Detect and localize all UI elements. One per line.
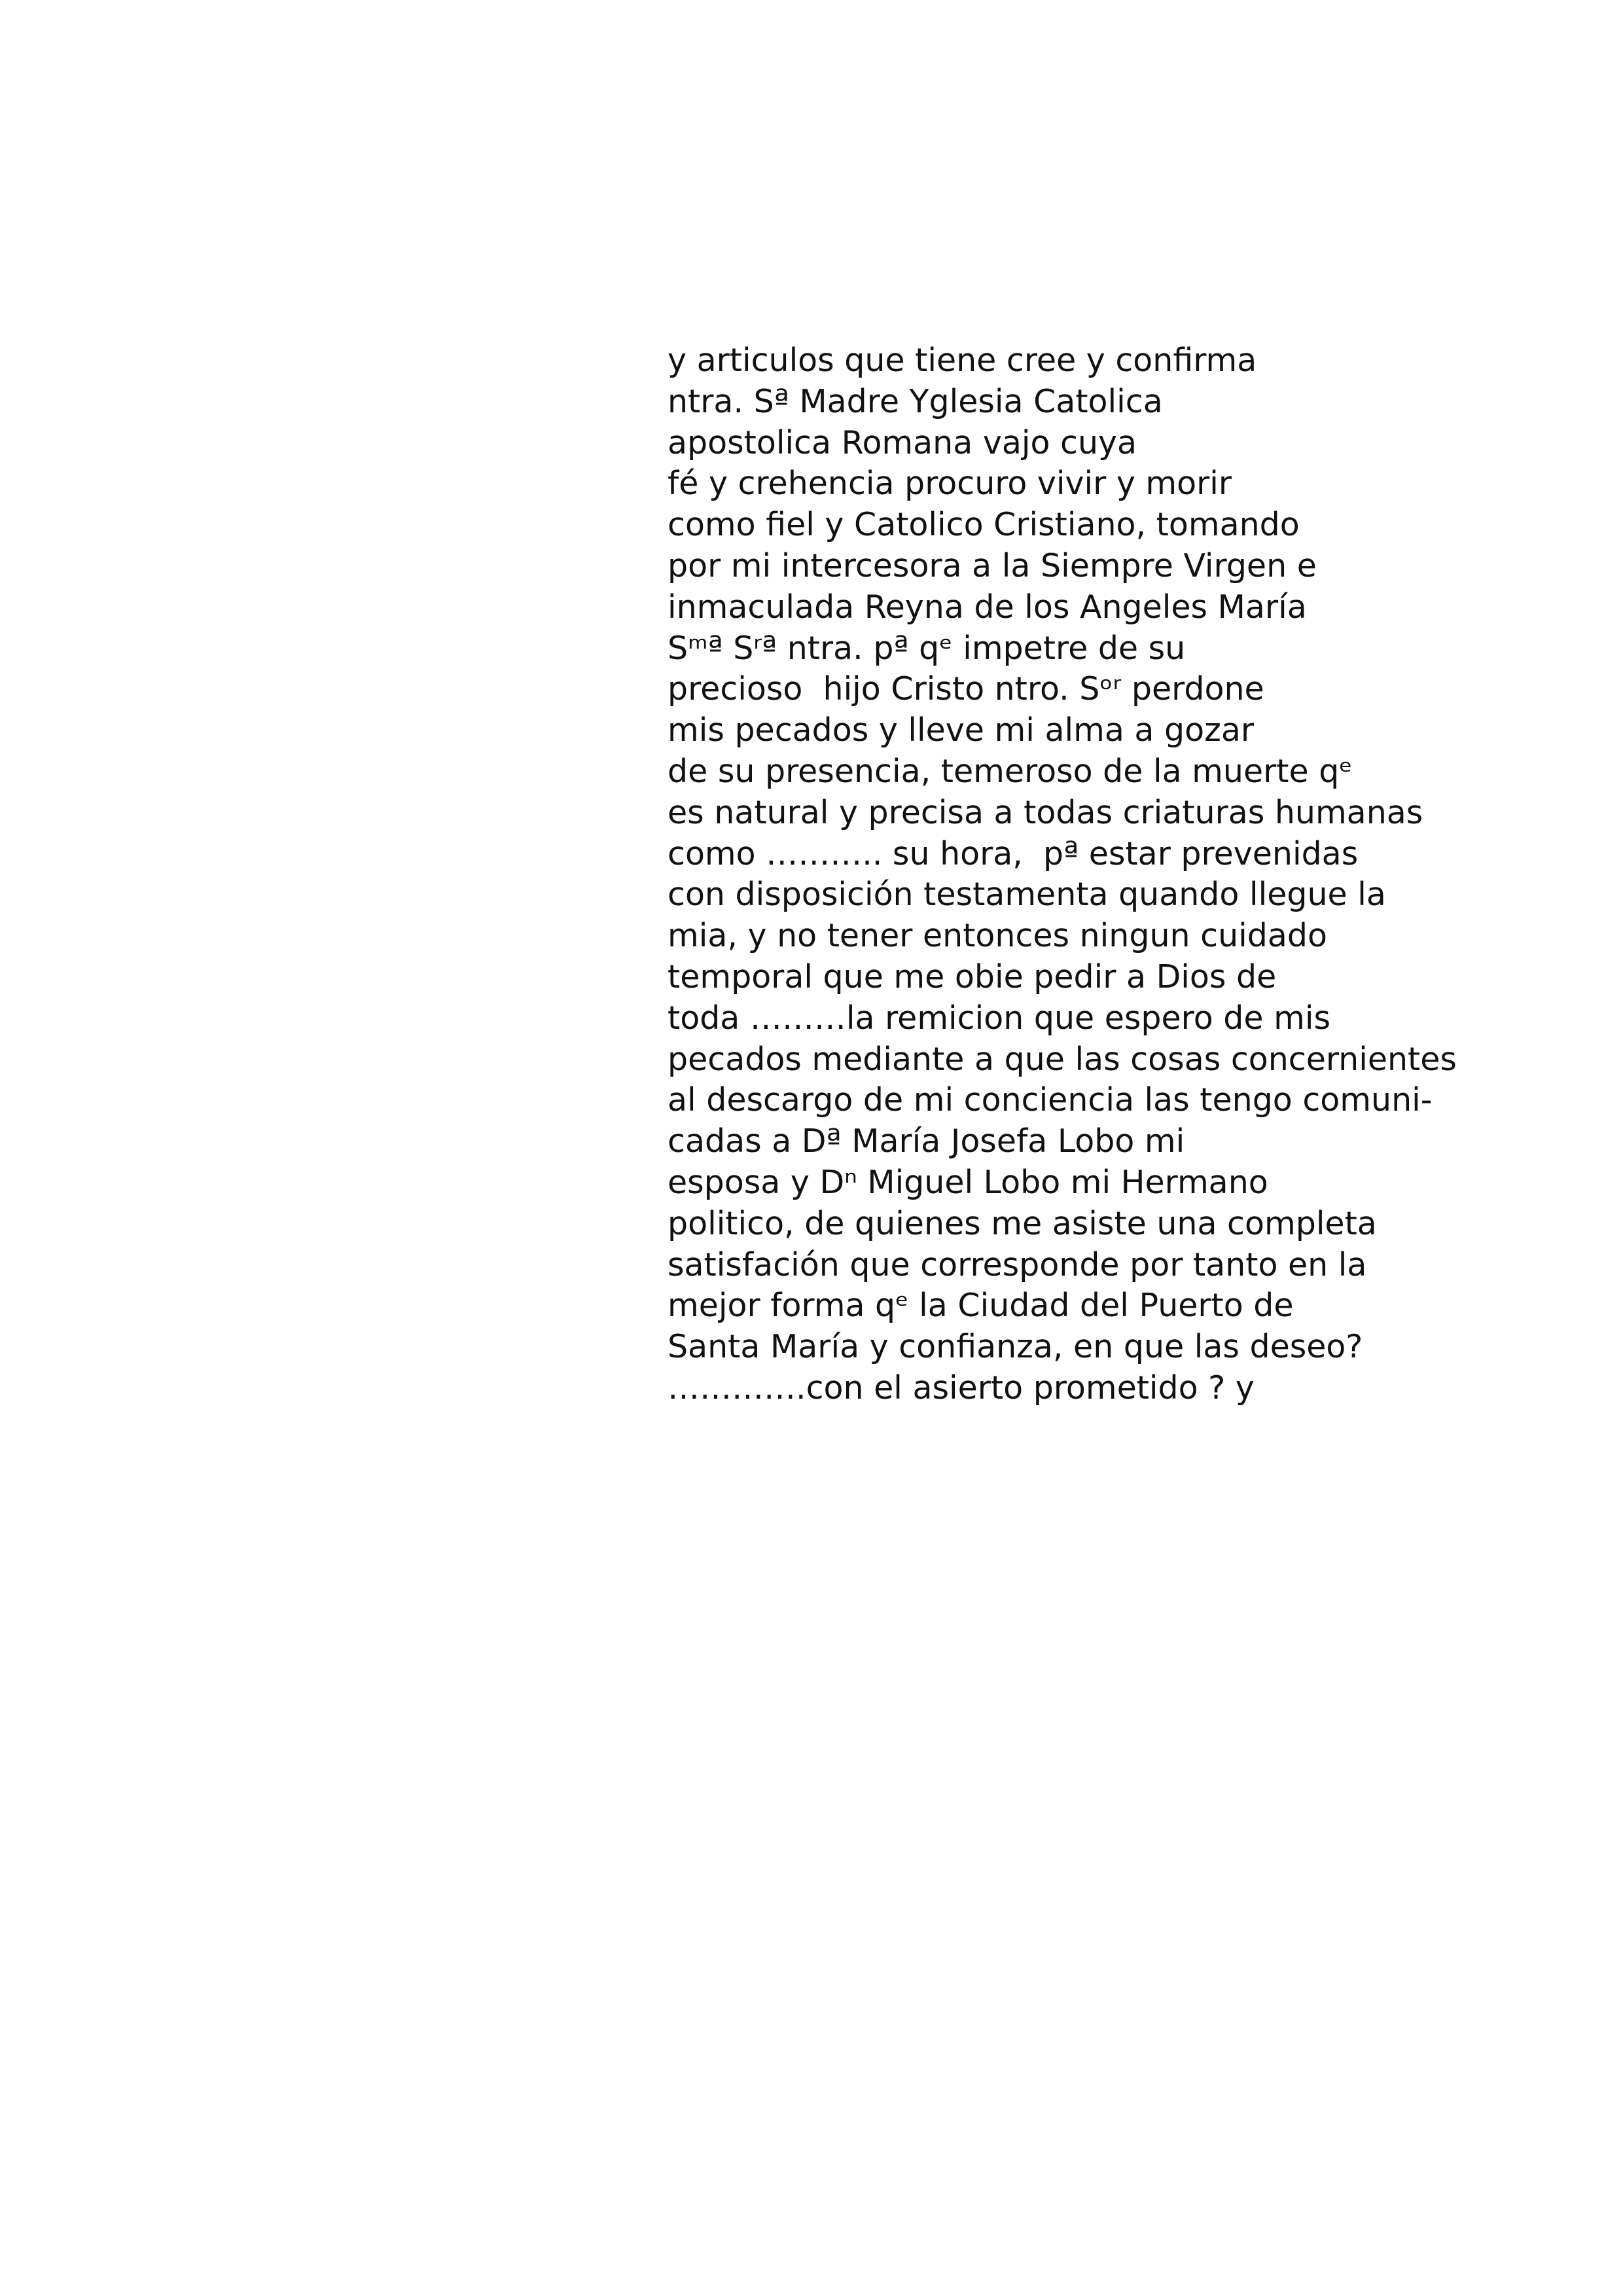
text-line: satisfación que corresponde por tanto en la [668, 1246, 1367, 1283]
text-line: Sᵐª Sʳª ntra. pª qᵉ impetre de su [668, 629, 1186, 667]
text-line: temporal que me obie pedir a Dios de [668, 958, 1277, 996]
text-line: por mi intercesora a la Siempre Virgen e [668, 547, 1317, 584]
text-line: inmaculada Reyna de los Angeles María [668, 588, 1307, 626]
text-line: esposa y Dⁿ Miguel Lobo mi Hermano [668, 1163, 1268, 1201]
text-line: como fiel y Catolico Cristiano, tomando [668, 506, 1300, 544]
text-line: mia, y no tener entonces ningun cuidado [668, 917, 1327, 955]
text-line: apostolica Romana vajo cuya [668, 423, 1137, 461]
transcription-text [668, 340, 1597, 1409]
text-line: Santa María y confianza, en que las deseo? [668, 1328, 1363, 1366]
text-line: de su presencia, temeroso de la muerte qᵉ [668, 752, 1353, 790]
text-line: como ……….. su hora, pª estar prevenidas [668, 834, 1359, 872]
text-line: y articulos que tiene cree y confirma [668, 342, 1257, 379]
text-line: politico, de quienes me asiste una completa [668, 1204, 1377, 1242]
text-line: ntra. Sª Madre Yglesia Catolica [668, 382, 1163, 420]
text-line: cadas a Dª María Josefa Lobo mi [668, 1122, 1185, 1160]
text-line: es natural y precisa a todas criaturas humanas [668, 793, 1423, 831]
text-line: precioso hijo Cristo ntro. Sᵒʳ perdone [668, 670, 1264, 708]
text-line: con disposición testamenta quando llegue la [668, 876, 1386, 914]
text-line: mejor forma qᵉ la Ciudad del Puerto de [668, 1287, 1294, 1325]
text-line: ………….con el asierto prometido ? y [668, 1369, 1255, 1407]
text-line: mis pecados y lleve mi alma a gozar [668, 711, 1254, 749]
text-line: al descargo de mi conciencia las tengo comuni- [668, 1081, 1433, 1119]
text-line: fé y crehencia procuro vivir y morir [668, 465, 1232, 503]
text-line: pecados mediante a que las cosas concernientes [668, 1040, 1457, 1078]
text-line: toda ………la remicion que espero de mis [668, 999, 1330, 1037]
